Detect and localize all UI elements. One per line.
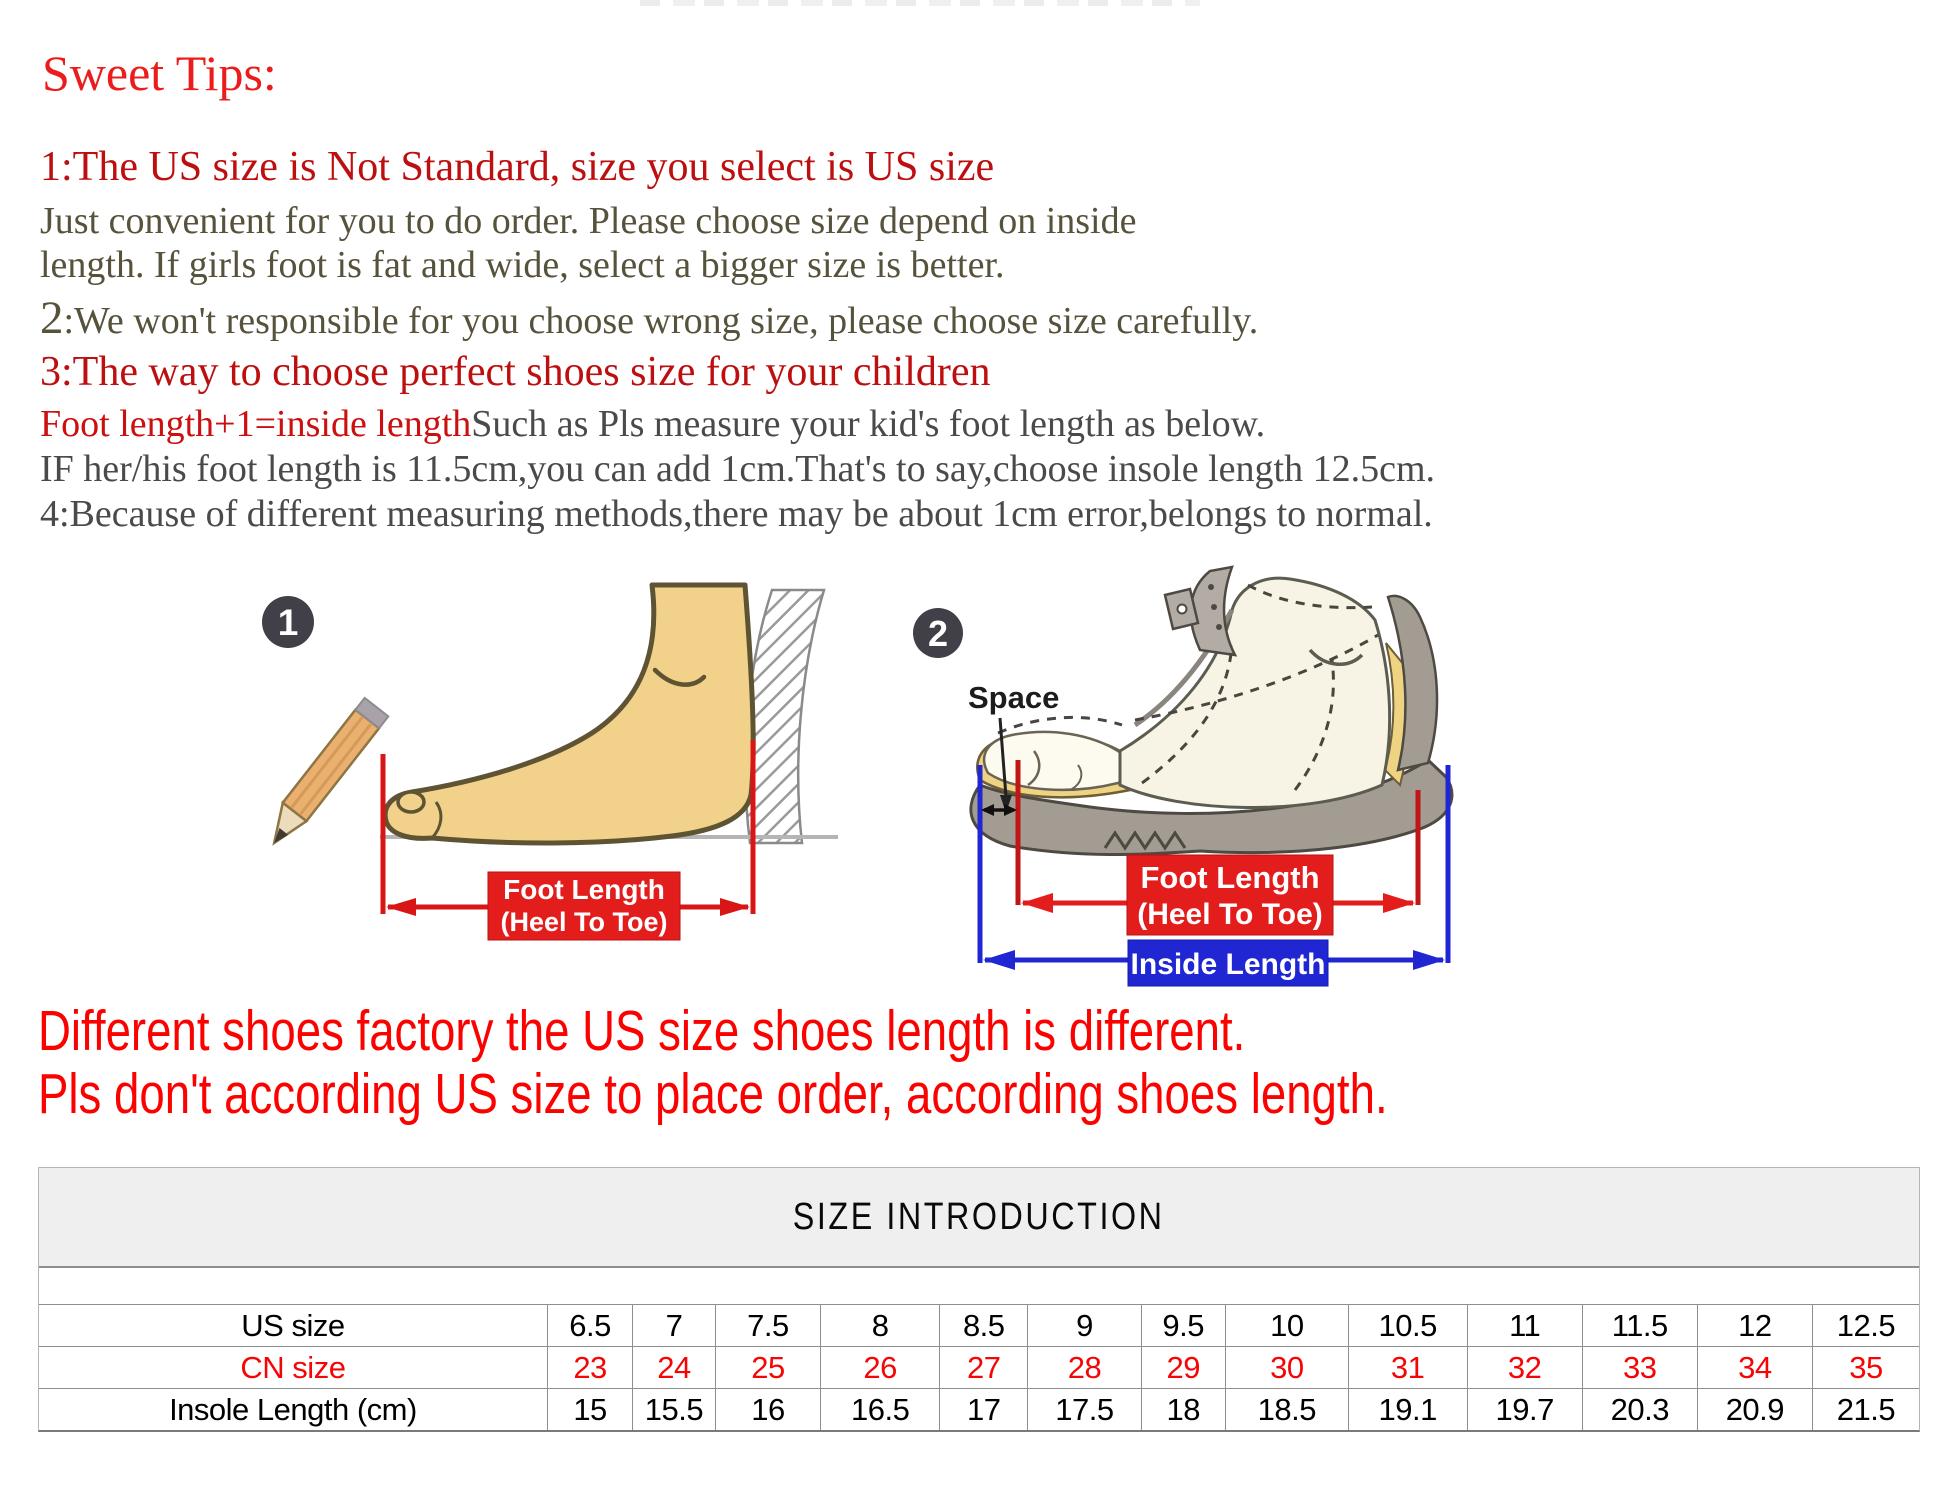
- buckle-hole: [1178, 605, 1187, 614]
- table-cell: 35: [1812, 1347, 1919, 1389]
- table-cell: 26: [821, 1347, 940, 1389]
- table-cell: 19.1: [1348, 1389, 1467, 1431]
- table-cell: 10.5: [1348, 1305, 1467, 1347]
- table-cell: 24: [633, 1347, 715, 1389]
- tip-2-text: :We won't responsible for you choose wrong size, please choose size carefully.: [63, 300, 1259, 342]
- table-cell: 15.5: [633, 1389, 715, 1431]
- foot-length-label-line2: (Heel To Toe): [500, 907, 668, 937]
- shoe-upper: [1120, 578, 1390, 807]
- tip-4-line: 4:Because of different measuring methods,there may be about 1cm error,belongs to normal.: [40, 493, 1433, 535]
- step-1-badge-number: 1: [277, 602, 299, 643]
- foot-length-label-line1: Foot Length: [503, 874, 665, 905]
- table-cell: 28: [1028, 1347, 1141, 1389]
- formula-line: [40, 402, 1265, 446]
- tip-3-example-line: IF her/his foot length is 11.5cm,you can add 1cm.That's to say,choose insole length 12.5cm.: [40, 448, 1435, 490]
- table-cell: 32: [1467, 1347, 1582, 1389]
- arrowhead-right: [1383, 893, 1415, 913]
- tip-2-line: [40, 291, 1258, 345]
- table-cell: 30: [1225, 1347, 1348, 1389]
- table-cell: 21.5: [1812, 1389, 1919, 1431]
- strap-hole: [1211, 604, 1217, 610]
- table-cell: 34: [1697, 1347, 1812, 1389]
- table-cell: 12: [1697, 1305, 1812, 1347]
- second-toe: [398, 792, 424, 812]
- formula-rest-text: Such as Pls measure your kid's foot length as below.: [471, 403, 1266, 445]
- arrowhead-left: [386, 898, 416, 916]
- row-label: CN size: [39, 1347, 547, 1389]
- foot-length-label-line2: (Heel To Toe): [1137, 898, 1323, 931]
- table-cell: 18: [1141, 1389, 1225, 1431]
- size-table-title: SIZE INTRODUCTION: [793, 1195, 1165, 1238]
- table-cell: 25: [715, 1347, 821, 1389]
- table-cell: 31: [1348, 1347, 1467, 1389]
- foot-shape: [385, 585, 753, 843]
- table-cell: 33: [1582, 1347, 1697, 1389]
- size-table-body: [39, 1305, 1919, 1431]
- table-cell: 29: [1141, 1347, 1225, 1389]
- warning-line-1: Different shoes factory the US size shoes length is different.: [38, 999, 1246, 1063]
- tip-2-number: 2: [40, 292, 64, 344]
- tip-1-body-line1: Just convenient for you to do order. Please choose size depend on inside: [40, 200, 1137, 242]
- table-cell: 15: [547, 1389, 632, 1431]
- table-cell: 17: [940, 1389, 1028, 1431]
- tip-3-heading: 3:The way to choose perfect shoes size for your children: [40, 349, 991, 395]
- table-cell: 27: [940, 1347, 1028, 1389]
- arrowhead-left: [1021, 893, 1053, 913]
- table-cell: 12.5: [1812, 1305, 1919, 1347]
- cropped-image-edge: [640, 0, 1200, 6]
- table-cell: 16: [715, 1389, 821, 1431]
- row-label: Insole Length (cm): [39, 1389, 547, 1431]
- arrowhead-left: [983, 950, 1015, 970]
- table-row: [39, 1347, 1919, 1389]
- table-cell: 9.5: [1141, 1305, 1225, 1347]
- table-cell: 16.5: [821, 1389, 940, 1431]
- strap-hole: [1208, 584, 1214, 590]
- table-cell: 9: [1028, 1305, 1141, 1347]
- pencil-icon: [260, 698, 388, 850]
- warning-text: [38, 1000, 1388, 1126]
- tip-1-body-line2: length. If girls foot is fat and wide, select a bigger size is better.: [40, 244, 1005, 286]
- space-label: Space: [968, 680, 1060, 715]
- tip-1-heading: 1:The US size is Not Standard, size you select is US size: [40, 144, 995, 190]
- wall-hatch: [745, 590, 824, 843]
- table-cell: 8.5: [940, 1305, 1028, 1347]
- size-table-spacer: [39, 1268, 1919, 1304]
- table-cell: 18.5: [1225, 1389, 1348, 1431]
- table-row: [39, 1305, 1919, 1347]
- table-cell: 6.5: [547, 1305, 632, 1347]
- table-cell: 8: [821, 1305, 940, 1347]
- row-label: US size: [39, 1305, 547, 1347]
- arrowhead-right: [1413, 950, 1445, 970]
- size-table-header: [39, 1168, 1919, 1268]
- table-cell: 7.5: [715, 1305, 821, 1347]
- arrowhead-right: [720, 898, 750, 916]
- step-2-badge-number: 2: [927, 613, 949, 654]
- table-cell: 23: [547, 1347, 632, 1389]
- size-table-grid: [39, 1304, 1919, 1430]
- strap: [1191, 567, 1235, 655]
- sweet-tips-title: Sweet Tips:: [42, 45, 277, 101]
- table-cell: 11.5: [1582, 1305, 1697, 1347]
- table-cell: 19.7: [1467, 1389, 1582, 1431]
- table-cell: 20.9: [1697, 1389, 1812, 1431]
- foot-measure-illustration: [180, 555, 880, 1015]
- table-cell: 17.5: [1028, 1389, 1141, 1431]
- formula-red-text: Foot length+1=inside length: [40, 403, 472, 445]
- inside-length-label: Inside Length: [1130, 948, 1326, 981]
- foot-length-label-line1: Foot Length: [1140, 860, 1320, 895]
- table-cell: 7: [633, 1305, 715, 1347]
- shoe-measure-illustration: [880, 555, 1480, 1015]
- table-cell: 11: [1467, 1305, 1582, 1347]
- strap-hole: [1216, 624, 1222, 630]
- size-table: [38, 1167, 1920, 1432]
- table-cell: 20.3: [1582, 1389, 1697, 1431]
- warning-line-2: Pls don't according US size to place order, according shoes length.: [38, 1062, 1388, 1126]
- table-row: [39, 1389, 1919, 1431]
- table-cell: 10: [1225, 1305, 1348, 1347]
